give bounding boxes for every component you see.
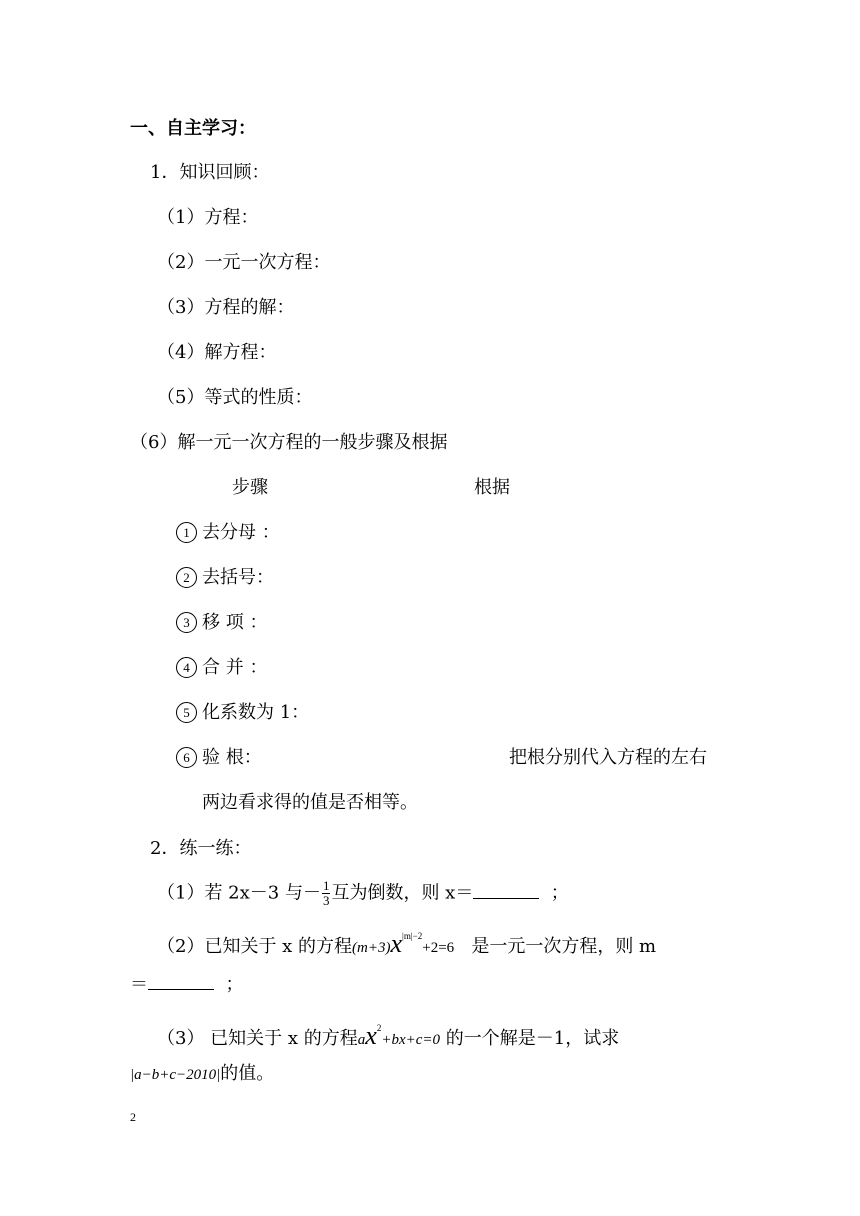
q2-exponent: |m|−2 <box>402 931 423 941</box>
q3-abs-expression: |a−b+c−2010| <box>130 1067 221 1083</box>
review-item-5: （5）等式的性质： <box>157 387 313 408</box>
question-2 <box>157 925 656 959</box>
circled-number: 4 <box>176 657 197 678</box>
q3-rest: +bx+c=0 <box>381 1032 441 1048</box>
q2-variable: x <box>390 929 403 958</box>
circled-number: 2 <box>176 567 197 588</box>
review-item-4: （4）解方程： <box>157 342 277 363</box>
answer-blank <box>148 973 214 990</box>
q2-line2-suffix: ； <box>225 974 244 995</box>
q3-exponent: 2 <box>376 1023 382 1033</box>
page-number: 2 <box>130 1110 136 1124</box>
q2-rest: +2=6 <box>422 940 455 956</box>
step-label: 化系数为 1： <box>202 702 310 723</box>
step-label: 去括号： <box>202 567 274 588</box>
fraction <box>322 879 331 908</box>
review-heading: 1．知识回顾： <box>150 162 270 183</box>
q2-suffix: 是一元一次方程，则 m <box>471 936 657 957</box>
step-4 <box>176 657 267 679</box>
practice-heading: 2．练一练： <box>150 838 252 859</box>
step-label: 移 项 ： <box>202 612 268 633</box>
circled-number: 6 <box>176 747 197 768</box>
q2-prefix: （2）已知关于 x 的方程 <box>157 936 353 957</box>
review-item-3: （3）方程的解： <box>157 297 295 318</box>
q1-suffix: ； <box>550 882 569 904</box>
q2-coefficient: (m+3) <box>352 940 391 956</box>
step-1 <box>176 522 280 544</box>
circled-number: 3 <box>176 612 197 633</box>
step-5 <box>176 702 309 724</box>
circled-number: 1 <box>176 522 197 543</box>
step-2 <box>176 567 274 589</box>
question-1 <box>157 879 569 908</box>
fraction-denominator: 3 <box>322 893 330 908</box>
step-3 <box>176 612 267 634</box>
q1-prefix: （1）若 2x－3 与－ <box>157 882 321 904</box>
q3-line2-suffix: 的值。 <box>220 1063 275 1084</box>
circled-number: 5 <box>176 702 197 723</box>
question-3 <box>157 1017 619 1051</box>
review-item-1: （1）方程： <box>157 207 259 228</box>
step-6 <box>176 747 262 769</box>
step-label: 验 根： <box>202 747 262 768</box>
column-steps-header: 步骤 <box>232 477 268 498</box>
review-item-2: （2）一元一次方程： <box>157 252 331 273</box>
review-item-6: （6）解一元一次方程的一般步骤及根据 <box>130 432 448 453</box>
column-basis-header: 根据 <box>474 477 510 498</box>
verify-basis-line-2: 两边看求得的值是否相等。 <box>202 792 418 813</box>
fraction-numerator: 1 <box>322 878 330 893</box>
question-2-line-2 <box>130 973 243 996</box>
verify-basis-line-1: 把根分别代入方程的左右 <box>509 747 707 768</box>
q3-suffix: 的一个解是－1，试求 <box>445 1028 620 1049</box>
q3-variable: x <box>365 1021 377 1050</box>
answer-blank <box>473 882 539 899</box>
question-3-line-2 <box>130 1063 274 1086</box>
step-label: 合 并 ： <box>202 657 268 678</box>
q3-prefix: （3） 已知关于 x 的方程 <box>157 1028 358 1049</box>
q1-middle: 互为倒数，则 x＝ <box>331 882 474 904</box>
q2-line2-prefix: ＝ <box>130 974 148 995</box>
q3-coef-a: a <box>357 1032 366 1048</box>
section-title: 一、自主学习： <box>130 118 256 139</box>
step-label: 去分母 ： <box>202 522 280 543</box>
